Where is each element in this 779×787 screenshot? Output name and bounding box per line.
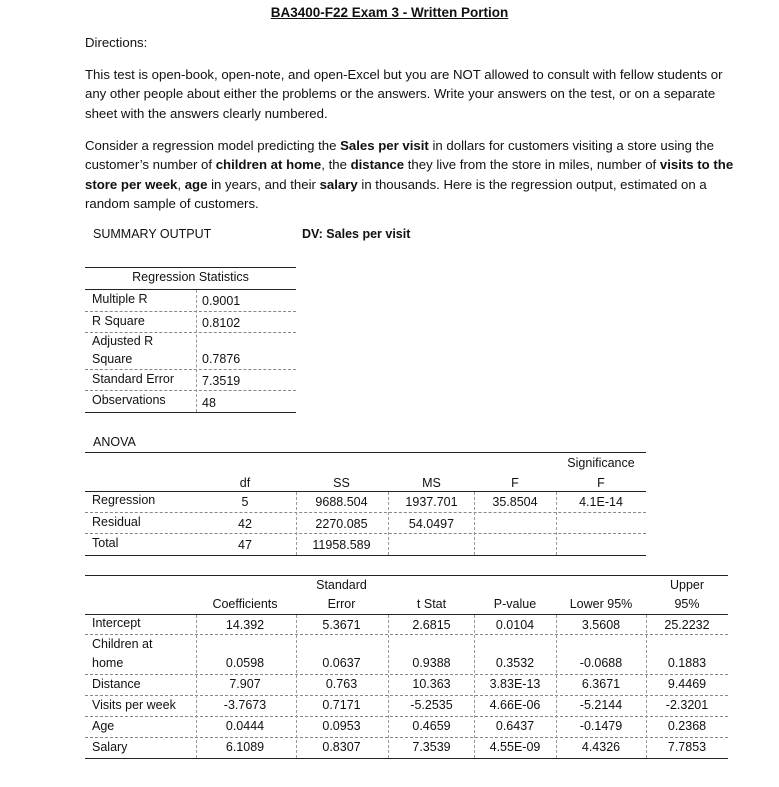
coef-cell: 10.363 bbox=[412, 677, 451, 691]
anova-cell: 4.1E-14 bbox=[579, 495, 623, 509]
problem-paragraph: Consider a regression model predicting the Sales per visit in dollars for customers visiting a store using the customer’s number of children at home, the distance they live from the store in miles, number of visits to the store per week, age in years, and their salary in thousands. Here is the regression output, estimated on a random sample of customers. bbox=[85, 138, 734, 211]
anova-header-ss: SS bbox=[333, 476, 350, 490]
directions-paragraph: This test is open-book, open-note, and open-Excel but you are NOT allowed to consult with fellow students or any other people about either the problems or the answers. Write your answers on the test, or on a separate sheet with the answers clearly numbered. bbox=[85, 67, 723, 121]
coef-cell: 3.5608 bbox=[581, 618, 621, 632]
coef-cell: 0.0637 bbox=[322, 656, 361, 670]
anova-label: ANOVA bbox=[93, 435, 136, 449]
coef-cell: 0.7171 bbox=[322, 698, 361, 712]
coef-row-label: Age bbox=[92, 719, 115, 733]
anova-cell: 54.0497 bbox=[408, 517, 455, 531]
coef-cell: 0.9388 bbox=[412, 656, 451, 670]
coef-cell: -0.1479 bbox=[579, 719, 623, 733]
coef-header-upper: Upper bbox=[669, 578, 705, 592]
anova-header-f: F bbox=[511, 476, 519, 490]
anova-header-ms: MS bbox=[422, 476, 441, 490]
anova-row-label: Residual bbox=[92, 515, 141, 529]
coef-cell: 7.7853 bbox=[667, 740, 707, 754]
coef-cell: 4.66E-06 bbox=[489, 698, 541, 712]
coef-cell: 0.8307 bbox=[322, 740, 361, 754]
coef-cell: 4.55E-09 bbox=[489, 740, 541, 754]
stat-value: 0.9001 bbox=[202, 294, 241, 308]
coef-cell: 14.392 bbox=[225, 618, 265, 632]
stat-label-continued: Square bbox=[92, 352, 133, 366]
coef-cell: 0.0104 bbox=[495, 618, 535, 632]
anova-cell: 35.8504 bbox=[492, 495, 538, 509]
coef-cell: 0.0444 bbox=[225, 719, 265, 733]
summary-output-label: SUMMARY OUTPUT bbox=[93, 227, 212, 241]
stat-value: 0.7876 bbox=[202, 352, 241, 366]
coef-row-label-continued: home bbox=[92, 656, 124, 670]
coef-row-label: Salary bbox=[92, 740, 128, 754]
regression-statistics-title: Regression Statistics bbox=[132, 270, 249, 284]
anova-cell: 47 bbox=[238, 538, 252, 552]
anova-header-significance-f: F bbox=[597, 476, 605, 490]
coef-cell: 0.3532 bbox=[495, 656, 535, 670]
stat-value: 48 bbox=[202, 396, 216, 410]
coef-header-error: Error bbox=[327, 597, 356, 611]
page-title: BA3400-F22 Exam 3 - Written Portion bbox=[270, 5, 509, 20]
stat-label: Multiple R bbox=[92, 292, 148, 306]
stat-label: Adjusted R bbox=[92, 334, 154, 348]
anova-header-significance: Significance bbox=[567, 456, 635, 470]
coef-cell: 9.4469 bbox=[667, 677, 707, 691]
coef-cell: 0.2368 bbox=[667, 719, 707, 733]
dependent-variable-label: DV: Sales per visit bbox=[302, 227, 411, 241]
anova-header-df: df bbox=[239, 476, 251, 490]
coef-header-t-stat: t Stat bbox=[416, 597, 447, 611]
coef-cell: 7.3539 bbox=[412, 740, 451, 754]
coef-cell: 0.4659 bbox=[412, 719, 451, 733]
coef-cell: 5.3671 bbox=[322, 618, 361, 632]
anova-cell: 9688.504 bbox=[315, 495, 368, 509]
coef-row-label: Visits per week bbox=[92, 698, 176, 712]
coef-header-lower-95: Lower 95% bbox=[569, 597, 633, 611]
coef-cell: 4.4326 bbox=[581, 740, 621, 754]
coef-header-p-value: P-value bbox=[493, 597, 537, 611]
anova-cell: 11958.589 bbox=[312, 538, 371, 552]
coef-cell: 6.3671 bbox=[581, 677, 621, 691]
anova-row-label: Regression bbox=[92, 493, 156, 507]
stat-label: Observations bbox=[92, 393, 166, 407]
anova-row-label: Total bbox=[92, 536, 119, 550]
coef-cell: 7.907 bbox=[229, 677, 261, 691]
coef-cell: 25.2232 bbox=[664, 618, 710, 632]
coef-cell: -2.3201 bbox=[665, 698, 709, 712]
coef-row-label: Children at bbox=[92, 637, 153, 651]
coef-row-label: Intercept bbox=[92, 616, 141, 630]
coef-cell: 6.1089 bbox=[225, 740, 265, 754]
anova-cell: 42 bbox=[238, 517, 252, 531]
coef-header-coefficients: Coefficients bbox=[212, 597, 278, 611]
stat-label: R Square bbox=[92, 314, 145, 328]
coef-cell: -5.2144 bbox=[579, 698, 623, 712]
coef-cell: 3.83E-13 bbox=[489, 677, 541, 691]
coef-cell: 0.0953 bbox=[322, 719, 361, 733]
coef-header-standard: Standard bbox=[316, 578, 367, 592]
stat-value: 0.8102 bbox=[202, 316, 241, 330]
coef-cell: 2.6815 bbox=[412, 618, 451, 632]
directions-label: Directions: bbox=[85, 35, 148, 50]
coef-cell: 0.6437 bbox=[495, 719, 535, 733]
coef-cell: -5.2535 bbox=[410, 698, 453, 712]
anova-cell: 5 bbox=[241, 495, 249, 509]
coef-cell: -0.0688 bbox=[579, 656, 623, 670]
coef-header-upper-95: 95% bbox=[674, 597, 700, 611]
stat-label: Standard Error bbox=[92, 372, 174, 386]
coef-cell: 0.763 bbox=[325, 677, 358, 691]
anova-cell: 1937.701 bbox=[405, 495, 458, 509]
anova-cell: 2270.085 bbox=[315, 517, 368, 531]
coef-row-label: Distance bbox=[92, 677, 141, 691]
coef-cell: 0.1883 bbox=[667, 656, 707, 670]
stat-value: 7.3519 bbox=[202, 374, 241, 388]
coef-cell: 0.0598 bbox=[225, 656, 265, 670]
coef-cell: -3.7673 bbox=[223, 698, 267, 712]
